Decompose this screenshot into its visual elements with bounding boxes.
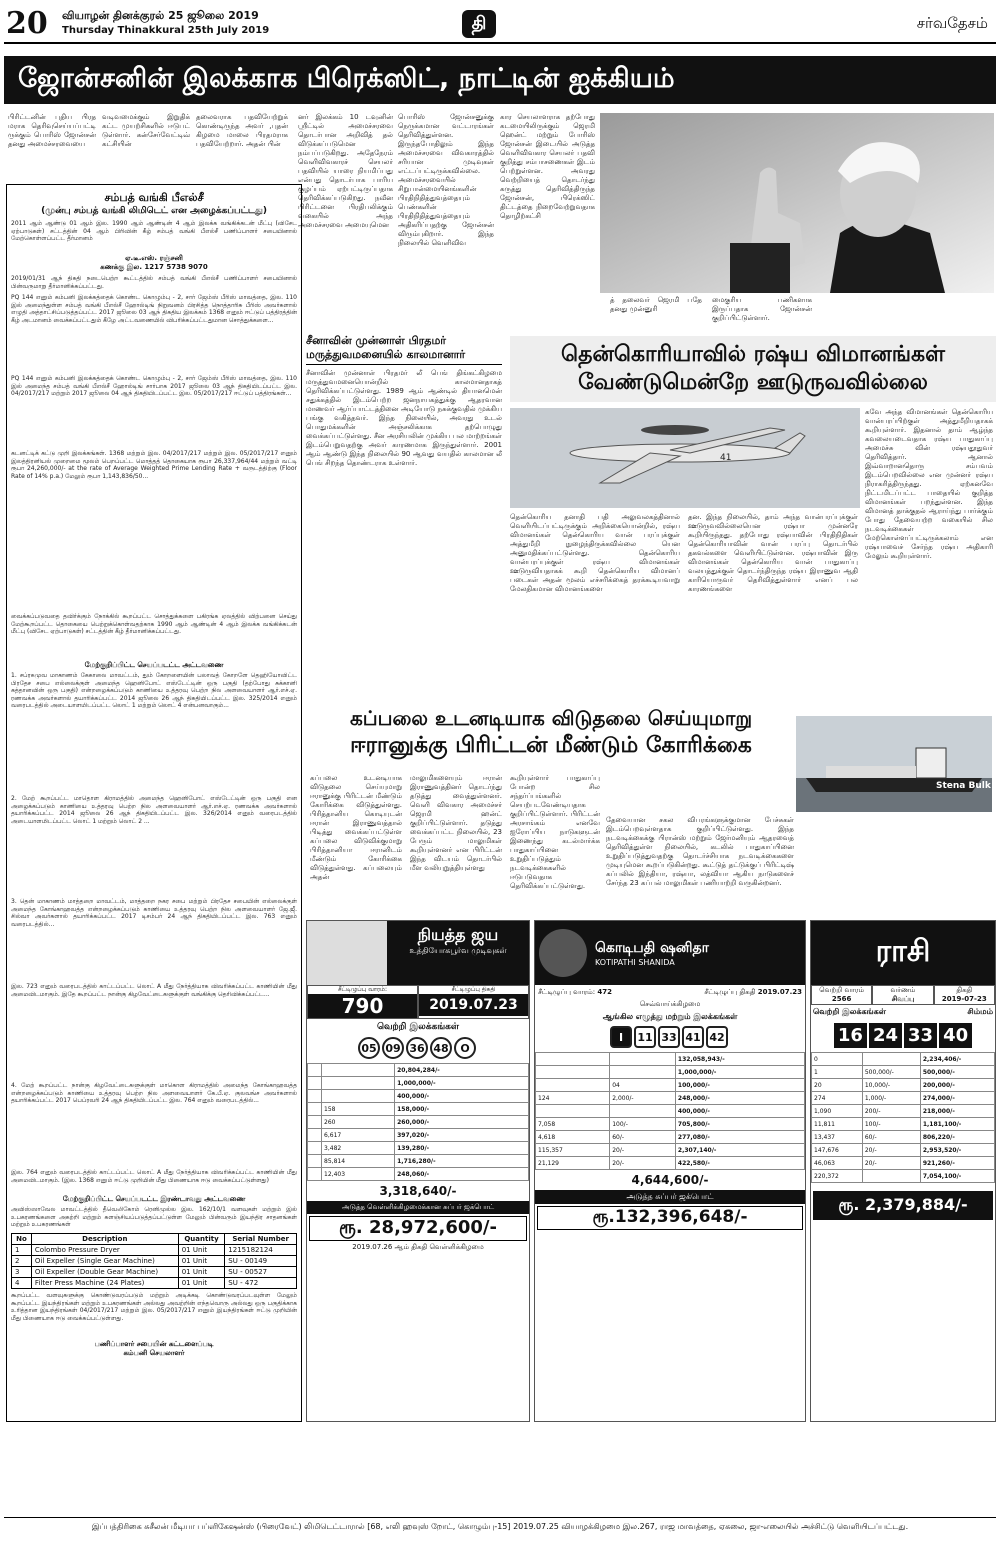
prize-amount: 422,580/- bbox=[675, 1157, 804, 1170]
niyatha-draw-label: சீட்டிழுப்பு வாரம்: bbox=[338, 986, 387, 993]
rasi-prize-table bbox=[811, 1052, 995, 1183]
schedule-1-body-6: இல. 764 எனும் வரைபடத்தில் காட்டப்பட்ட லொட் A மீது நேர்த்தியாக விவரிக்கப்பட்ட காணியின் மீது அமைவிடமாகும். (இல. 1368 எனும் ஈட்டு முறியின் மீது பிணையாக ஈடு வைக்கப்பட்டுள்ளது) bbox=[11, 1169, 297, 1184]
table-cell: Oil Expeller (Double Gear Machine) bbox=[31, 1267, 178, 1278]
winning-letter: O bbox=[454, 1037, 476, 1059]
prize-count: 6,617 bbox=[322, 1129, 395, 1142]
johnson-photo-illustration bbox=[600, 113, 994, 293]
footer-imprint: இப்பத்திரிகை சுசீலன் மீடியா பப்ளிகேஷன்ஸ் (பிரைவேட்) லிமிடெட்டாரால் [68, எலி ஹவுஸ் றோட், கொழும்பு-15] 2019.07.25 வியாழக்கிழமை இல.267, ராஜ மாவத்தை, ஏகலை, ஜா-எலையில் அச்சிட்டு வெளியிடப்பட்டது. bbox=[91, 1522, 909, 1531]
niyatha-total: 3,318,640/- bbox=[379, 1184, 457, 1198]
header-date-english: Thursday Thinakkural 25th July 2019 bbox=[62, 25, 270, 36]
stena-col-1: கப்பலை உடனடியாக விடுதலை செய்யுமாறு ஈரானுக்கு பிரிட்டன் மீண்டும் கோரிக்கை விடுத்துள்ளது. பிரித்தானிய கொடியுடன் ஈரான் இராணுவத்தால் பிடித்து வைக்கப்பட்டுள்ள கப்பலை விடுவிக்குமாறு பிரித்தானியா ஈரானிடம் மீண்டும் கோரிக்கை விடுத்துள்ளது. கப்பலையும் அதன் bbox=[310, 774, 402, 881]
lottery-ad-niyatha bbox=[306, 920, 530, 1422]
prize-unit: 60/- bbox=[862, 1131, 920, 1144]
notice-subtitle: (முன்பு சம்பத் வங்கி லிமிடெட் என அழைக்கப்பட்டது) bbox=[41, 206, 267, 216]
notice-body-2: PQ 144 எனும் கம்பனி இலக்கத்தைக் கொண்ட கொழும்பு - 2, சார் ஜேம்ஸ் பீரிஸ் மாவத்தை, இல. 110 இல் அமைந்துள்ள சம்பத் வங்கி பீஎல்சீ ஹோல்டிங் நிறுவனம் பிரசித்த நொத்தாரிசு பீரிஸ் அவர்களால் எழுதி அத்தாட்சிப்படுத்தப்பட்ட 2017 ஜூலை 03 ஆந் திகதிய இலக்கம் 1368 எனும் ஈட்டுப் பத்திரத்தின் கீழ் அடமானம் வைக்கப்பட்டதும் கீழே அட்டவணையில் விபரிக்கப்பட்டதுமான சொத்துக்களை... bbox=[11, 294, 297, 324]
lottery-ad-rasi bbox=[810, 920, 996, 1422]
prize-amount: 397,020/- bbox=[395, 1129, 529, 1142]
niyatha-next-label: அடுத்த வெள்ளிக்கிழமைக்கான சுப்பர் ஜக்பொட் bbox=[307, 1201, 529, 1214]
rasi-colour-label: வர்ணம் bbox=[890, 986, 916, 994]
korea-col-1: தென்கொரிய தனாதி பதி அலுவலகத்தினால் வெளியிடப்பட்டிருக்கும் அறிக்கையொன்றில், ரஷ்ய விமானங்கள் தென்கொரிய வான் பரப்புக்குள் அத்துமீறி நுழைந்திருக்கவில்லை யென அனுமதிக்கப்பட்டுள்ளது. தென்கொரிய வான்பரப்புக்குள் ரஷ்ய விமானங்கள் ஊடுருவியதாகக் கூறி தென்கொரிய விமானப் படைகள் அதன் மூலம் எச்சரிக்கைத் தரக்கூடியவாறு மேலதிகமான விமானங்களை bbox=[510, 513, 680, 593]
niyatha-date: 2019.07.23 bbox=[419, 994, 528, 1016]
prize-unit: 10,000/- bbox=[862, 1079, 920, 1092]
prize-count: 11,811 bbox=[812, 1118, 863, 1131]
winning-number: 42 bbox=[706, 1026, 728, 1048]
korea-headline-line2: வேண்டுமென்றே ஊடுருவவில்லை bbox=[578, 370, 928, 395]
prize-total-count: 220,372 bbox=[812, 1170, 863, 1183]
prize-amount: 132,058,943/- bbox=[675, 1053, 804, 1066]
ship-photo bbox=[796, 716, 992, 812]
plane-number: 41 bbox=[720, 453, 732, 463]
prize-count bbox=[322, 1090, 395, 1103]
table-cell: 01 Unit bbox=[178, 1245, 225, 1256]
prize-row bbox=[536, 1053, 805, 1066]
prize-count: 260 bbox=[322, 1116, 395, 1129]
schedule-1-body-2: 2. மேற் கூறப்பட்ட மாதொள கிராமத்தில் அமைந்த ஹெனிபோட் எஸ்டேட்டின் ஒரு பகுதி என அழைக்கப்படும் காணியை உத்தரவு பெற்ற நில அளவையாளர் ஆர்.எச்.ஏ. ரணவக்க அவர்களால் தயாரிக்கப்பட்ட 2014 ஜூலை 26 ஆந் திகதியிடப்பட்ட இல. 326/2014 எனும் வரைபடத்தில் அடையாளமிடப்பட்ட லொட் 1 மற்றும் லொட் 2 ... bbox=[11, 795, 297, 825]
stena-col-right: தேவையான சகல விபரங்களுக்குமான பேச்சுகள் இடம்பெறவுள்ளதாக குறிப்பிட்டுள்ளது. இந்த நடவடிக்கைக்கு பிரான்ஸ் மற்றும் ஜேர்மனியும் ஆதரவைத் தெரிவித்துள்ள நிலையில், கடலில் பாதுகாப்பினை உறுதிப்படுத்துவதற்கு தொடர்ச்சியாக நடவடிக்கைகளை முடியுமென கூறப்படுகின்றது. கூட்டுத் தட்டுக்குப் பிரிட்டிஷ் கப்பலில் இந்தியா, ரஷ்யா, லத்வியா ஆகிய நாடுகளைச் சேர்ந்த 23 கப்பல் மாலுமிகள் பணியாற்றி வருகின்றனர். bbox=[606, 816, 794, 887]
notice-signature-1: பணிப்பாளர் சபையின் கட்டளைப்படி bbox=[94, 1340, 214, 1348]
notice-title: சம்பத் வங்கி பீஎல்சீ bbox=[104, 191, 204, 204]
prize-count: 147,676 bbox=[812, 1144, 863, 1157]
prize-unit: 200/- bbox=[862, 1105, 920, 1118]
prize-amount: 158,000/- bbox=[395, 1103, 529, 1116]
photo-caption-a: த் தலைவர் ஜெரமி பதே தனது முன்னுரி bbox=[610, 296, 702, 313]
notice-body-3: PQ 144 எனும் கம்பனி இலக்கத்தைக் கொண்ட கொழும்பு - 2, சார் ஜேம்ஸ் பீரிஸ் மாவத்தை, இல. 110 இல் அமைந்த சம்பத் வங்கி பீஎல்சீ ஹோல்டிங் சார்பாக 2017 ஜூலை 03 ஆந் திகதியிடப்பட்ட இல. 04/2017/217 மற்றும் 2017 ஜூலை 04 ஆந் திகதியிடப்பட்ட இல. 05/2017/217 ஈட்டுப் பத்திரங்கள்... bbox=[11, 375, 297, 397]
kotipathi-logo bbox=[539, 929, 587, 977]
prize-unit: 2,000/- bbox=[610, 1092, 676, 1105]
prize-row bbox=[308, 1103, 529, 1116]
winning-number: 16 bbox=[834, 1023, 867, 1048]
korea-col-right: கவே அந்த விமானங்கள் தென்கொரிய வான்பரப்பிற்குள் அத்துமீறியதாகக் கூறியுள்ளார். இதனால் தாம் ஆழ்ந்த கவலையடைவதாக ரஷ்ய பாதுகாப்பு அமைச்சு வின் ரஷ்யதூதுவர் தெரிவித்தார். ஆனால் இவ்வாறானதொரு சம்பவம் இடம்பெறவில்லை என முன்னர் ரஷ்ய நிராகரித்திருந்தது. ஏற்கனவே நிட்டமிடப்பட்ட பாதையில் குறித்த விமானங்கள் பறந்துள்ளன. இந்த விமானத் தாக்குதல் ஆராய்ந்து பார்க்கும் போது தேவையற்ற வகையில் சில நடவடிக்கைகள் மேற்கொள்ளப்பட்டிருக்கலாம் என ரஷ்யாவைச் சேர்ந்த ரஷ்ய அதிகாரி மேலும் கூறியுள்ளார். bbox=[865, 408, 993, 560]
prize-row bbox=[536, 1105, 805, 1118]
ship-label: Stena Bulk bbox=[936, 781, 991, 791]
kotipathi-draw-number: 472 bbox=[597, 988, 612, 996]
newspaper-logo: தி bbox=[462, 10, 496, 38]
notice-signature-2: கம்பனி செயலாளர் bbox=[123, 1349, 185, 1357]
prize-count: 124 bbox=[536, 1092, 610, 1105]
rasi-date: 2019-07-23 bbox=[941, 995, 987, 1003]
rasi-draw-number: 2566 bbox=[831, 995, 852, 1003]
table-cell: Filter Press Machine (24 Plates) bbox=[31, 1278, 178, 1289]
winning-number: 05 bbox=[358, 1037, 380, 1059]
prize-row bbox=[812, 1092, 995, 1105]
schedule-1-body-3: 3. தென் மாகாணம் மாத்தறை மாவட்டம், மாத்தறை நகர சபை மற்றும் பிரதேச சபையின் எல்லைக்குள் அமைந்த கோங்காஹவத்த என்றழைக்கப்படும் காணியை உத்தரவு பெற்ற நில அளவையாளர் ஜே.ஜீ. சில்வா அவர்களால் தயாரிக்கப்பட்ட 2017 டிசம்பர் 24 ஆந் திகதியிடப்பட்ட இல. 763 எனும் வரைபடத்தில்... bbox=[11, 898, 297, 928]
prize-amount: 400,000/- bbox=[395, 1090, 529, 1103]
schedule-1-body-5: 4. மேற் கூறப்பட்ட நான்கு கிழவேட்டைகளுக்குள் மாகொள கிராமத்தில் அமைந்த கோங்காஹவத்த என்றழைக்கப்படும் காணியை உத்தரவு பெற்ற நில அளவையாளர் கே.பீ.ஏ. குலவங்ச அவர்களால் தயாரிக்கப்பட்ட 2017 பெப்ரவரி 24 ஆந் திகதியிடப்பட்ட இல. 764 எனும் வரைபடத்தில்... bbox=[11, 1082, 297, 1104]
kotipathi-title: கொடிபதி ஷனிதா bbox=[595, 939, 709, 956]
prize-count bbox=[322, 1077, 395, 1090]
plane-illustration bbox=[510, 408, 860, 508]
kotipathi-next-label: அடுத்த சுப்பர் ஜக்பொட் bbox=[535, 1190, 805, 1204]
stena-col-2: மாலுமிகளையும் ஈரான் இராணுவத்தினர் தொடர்ந்து தடுத்து வைத்துள்ளனர். வெளி விவகார அமைச்சர் ஜெரமி ஹன்ட் குறிப்பிட்டுள்ளார். தடுத்து வைக்கப்பட்ட நிலையில், 23 பேரும் மாலுமிகள் கூறியுள்ளனர் என பிரிட்டன் இந்த விடயம் தொடர்பில் மீள வலியுறுத்தியுள்ளது bbox=[410, 774, 502, 872]
prize-row bbox=[536, 1157, 805, 1170]
prize-amount: 500,000/- bbox=[920, 1066, 994, 1079]
prize-row bbox=[812, 1131, 995, 1144]
rasi-draw-label: வெற்றி வாரம் bbox=[819, 986, 865, 994]
kotipathi-draw-label: சீட்டிழுப்பு வாரம்: bbox=[538, 988, 596, 996]
table-cell: Oil Expeller (Single Gear Machine) bbox=[31, 1256, 178, 1267]
prize-row bbox=[308, 1155, 529, 1168]
prize-row bbox=[812, 1118, 995, 1131]
winning-number: 33 bbox=[658, 1026, 680, 1048]
table-header-no: No bbox=[12, 1234, 32, 1245]
prize-row bbox=[536, 1079, 805, 1092]
prize-amount: 274,000/- bbox=[920, 1092, 994, 1105]
prize-amount: 139,280/- bbox=[395, 1142, 529, 1155]
prize-row bbox=[308, 1129, 529, 1142]
korea-col-2: தன. இந்த நிலையில், தாம் அந்த வான்பரப்புக்குள் ஊடுருவவில்லையென ரஷ்யா முன்னரே கூறியிருந்தது. தற்போது ரஷ்யாவின் பிரதிநிதிகள் தென்கொரியாவின் வான் பரப்பு தொடர்பில் தகவல்களை வெளியிட்டுள்ளன. ரஷ்யாவின் இரு விமானங்கள் தென்கொரிய வான் பாதுகாப்பு வலயத்துக்குள் தொடர்ந்திருந்த ரஷ்ய இராணுவ ஆதி காரியொருவர் தெரிவித்துள்ளார் எனப் பல காரணங்களை bbox=[688, 513, 858, 593]
prize-amount: 1,000,000/- bbox=[395, 1077, 529, 1090]
kotipathi-date: 2019.07.23 bbox=[757, 988, 802, 996]
footer-divider bbox=[4, 1517, 996, 1518]
prize-row bbox=[812, 1157, 995, 1170]
kotipathi-jackpot: ரூ.132,396,648/- bbox=[537, 1206, 803, 1230]
china-article bbox=[306, 334, 502, 634]
table-cell: 1 bbox=[12, 1245, 32, 1256]
notice-body-5: வைக்கப்படுவதை தவிர்க்கும் நோக்கில் கூறப்பட்ட சொத்துக்களை பகிரங்க ஏலத்தில் விற்பனை செய்து மேற்கூறப்பட்ட தொகையை பெற்றுக்கொள்வதற்காக 1990 ஆம் ஆண்டின் 4 ஆம் இலக்க வங்கிக்கடன் மீட்பு (விசேட ஏற்பாடுகள்) சட்டத்தின் கீழ் தீர்மானிக்கப்பட்டது. bbox=[11, 613, 297, 635]
notice-body-1: 2019/01/31 ஆந் திகதி நடைபெற்ற கூட்டத்தில் சம்பத் வங்கி பீஎல்சீ பணிப்பாளர் சபையினால் பின்வருமாறு தீர்மானிக்கப்பட்டது. bbox=[11, 275, 297, 290]
equipment-table bbox=[11, 1233, 297, 1289]
niyatha-draw-number: 790 bbox=[308, 994, 417, 1018]
main-headline: ஜோன்சனின் இலக்காக பிரெக்ஸிட், நாட்டின் ஐக்கியம் bbox=[4, 56, 996, 104]
table-cell: SU - 472 bbox=[225, 1278, 297, 1289]
prize-amount: 200,000/- bbox=[920, 1079, 994, 1092]
prize-count: 274 bbox=[812, 1092, 863, 1105]
table-cell: 1215182124 bbox=[225, 1245, 297, 1256]
prize-amount: 2,953,520/- bbox=[920, 1144, 994, 1157]
prize-count: 158 bbox=[322, 1103, 395, 1116]
prize-amount: 2,307,140/- bbox=[675, 1144, 804, 1157]
table-row bbox=[12, 1267, 297, 1278]
notice-footer-text: கூறப்பட்ட வளவுகளுக்கு கொண்டுவரப்படும் மற்றும் அடிக்கடி கொண்டுவரப்படவுள்ள மேலும் கூறப்பட்ட இயந்திரங்கள் மற்றும் உபகரணங்கள் அல்லது அவற்றின் எந்தவொரு அல்லது ஒரு பகுதிக்காக உரித்தான இயந்திரங்கள் 04/2017/217 மற்றும் இல. 05/2017/217 எனும் இயந்திரங்கள் ஈட்டு முறியின் மீது பிணையாக ஈடு வைக்கப்பட்டுள்ளது. bbox=[11, 1292, 297, 1322]
prize-amount: 248,060/- bbox=[395, 1168, 529, 1181]
prize-unit: 20/- bbox=[862, 1144, 920, 1157]
prize-row bbox=[536, 1092, 805, 1105]
prize-amount: 921,260/- bbox=[920, 1157, 994, 1170]
prize-count: 0 bbox=[812, 1053, 863, 1066]
prize-unit: 100/- bbox=[610, 1118, 676, 1131]
china-body: சீனாவின் முன்னாள் பிரதமர் லீ பெங் திங்கட்கிழமை மருத்துவமனையொன்றில் காலமானதாகத் தெரிவிக்கப்பட்டுள்ளது. 1989 ஆம் ஆண்டில் தியானமென் சதுக்கத்தில் இடம்பெற்ற ஜனநாயகத்துக்கு ஆதரவான மாணவர் ஆர்ப்பாட்டத்தினை அடியோடு நசுக்குவதில் முக்கிய பங்கு வகித்தவர். இந்த நிலையில், அவரது உடல் பொதுமக்களின் அஞ்சலிக்காக தற்பொழுது வைக்கப்பட்டுள்ளது. சீன அரசியலின் முக்கிய பல மாற்றங்கள் இடம்பெறுவதற்கு அவர் காரணமாக இருந்துள்ளார். 2001 ஆம் ஆண்டு இந்த நிலையில் 90 ஆவது வயதில் காலமான லீ பெங் சிறந்த தொண்டராக உள்ளார். bbox=[306, 369, 502, 467]
prize-amount: 20,804,284/- bbox=[395, 1064, 529, 1077]
brexit-col-6: கார செயலாளராக தற்போது கடமையிலிருக்கும் ஜெரமி ஹென்ட் மற்றும் போரிஸ் ஜோன்சன் இடையில் அடுத்த வெளிவிவகார செயலர் பதவி குறித்து சம்பாசணைகள் இடம் பெற்றுள்ளன. அவரது வெற்றியைத் தொடர்ந்து கருத்து தெரிவித்திருந்த ஜோன்சன், பிரெக்ஸிட் திட்டத்தை நிறைவேற்றுவதாக தொழிற்கட்சி bbox=[500, 113, 595, 220]
table-cell: SU - 00149 bbox=[225, 1256, 297, 1267]
prize-row bbox=[536, 1144, 805, 1157]
winning-number: 24 bbox=[869, 1023, 902, 1048]
rasi-colour: சிவப்பு bbox=[891, 995, 915, 1003]
table-cell: 3 bbox=[12, 1267, 32, 1278]
johnson-photo bbox=[600, 113, 994, 293]
winning-number: 48 bbox=[430, 1037, 452, 1059]
table-cell: SU - 00527 bbox=[225, 1267, 297, 1278]
schedule-1-body-1: 1. சப்ரகமுவ மாகாணம் கேகாலை மாவட்டம், தும் கோறளையின் பலாவத் கோறளே தெஹியோவிட்ட பிரதேச சபை எல்லைக்குள் அமைந்த ஹெனிபோட் எஸ்டேட்டின் ஒரு பகுதி (தற்போது சுக்கானி கத்தானவின் ஒரு பகுதி) என்றழைக்கப்படும் காணியை உத்தரவு பெற்ற நில அளவையாளர் ஆர்.எச்.ஏ. ரணவக்க அவர்களால் தயாரிக்கப்பட்ட 2014 ஜூலை 26 ஆந் திகதியிடப்பட்ட இல. 325/2014 எனும் வரைபடத்தில் அடையாளமிடப்பட்ட லொட் 1 மற்றும் லொட் 4 என்பனவாகும்... bbox=[11, 672, 297, 709]
prize-row bbox=[812, 1105, 995, 1118]
prize-amount: 100,000/- bbox=[675, 1079, 804, 1092]
niyatha-title: நியத்த ஜய bbox=[417, 925, 499, 944]
winning-number: 33 bbox=[904, 1023, 937, 1048]
kotipathi-date-label: சீட்டிழுப்பு திகதி bbox=[704, 988, 756, 996]
prize-unit: 100/- bbox=[862, 1118, 920, 1131]
prize-amount: 260,000/- bbox=[395, 1116, 529, 1129]
prize-row bbox=[308, 1168, 529, 1181]
rasi-win-label: வெற்றி இலக்கங்கள் bbox=[813, 1007, 886, 1016]
kotipathi-total: 4,644,600/- bbox=[631, 1173, 709, 1187]
prize-count: 85,814 bbox=[322, 1155, 395, 1168]
rasi-date-label: திகதி bbox=[956, 986, 973, 994]
prize-count: 21,129 bbox=[536, 1157, 610, 1170]
prize-count bbox=[322, 1064, 395, 1077]
prize-row bbox=[812, 1079, 995, 1092]
prize-unit: 1,000/- bbox=[862, 1092, 920, 1105]
prize-amount: 705,800/- bbox=[675, 1118, 804, 1131]
prize-amount: 1,000,000/- bbox=[675, 1066, 804, 1079]
prize-count: 115,357 bbox=[536, 1144, 610, 1157]
winning-number: 40 bbox=[939, 1023, 972, 1048]
prize-amount: 248,000/- bbox=[675, 1092, 804, 1105]
prize-row bbox=[308, 1090, 529, 1103]
prize-unit: 500,000/- bbox=[862, 1066, 920, 1079]
kotipathi-prize-table bbox=[535, 1052, 805, 1170]
prize-amount: 277,080/- bbox=[675, 1131, 804, 1144]
prize-row bbox=[536, 1066, 805, 1079]
prize-count: 1 bbox=[812, 1066, 863, 1079]
prize-amount: 400,000/- bbox=[675, 1105, 804, 1118]
stena-headline-box bbox=[306, 702, 796, 770]
brexit-col-1: பிரிட்டனின் புதிய பிரத மராக தெரிவுசெய்யப்பட்டி ருக்கும் பொரிஸ் ஜோன்சன் தனது அமைச்சரவையை bbox=[8, 113, 96, 148]
niyatha-win-label: வெற்றி இலக்கங்கள் bbox=[376, 1022, 460, 1032]
page-number: 20 bbox=[6, 6, 48, 41]
table-row bbox=[12, 1256, 297, 1267]
prize-row bbox=[812, 1144, 995, 1157]
prize-amount: 1,181,100/- bbox=[920, 1118, 994, 1131]
prize-row bbox=[536, 1118, 805, 1131]
notice-account-no: கணக்கு இல. 1217 5738 9070 bbox=[100, 263, 208, 271]
prize-row bbox=[308, 1064, 529, 1077]
plane-photo bbox=[510, 408, 860, 508]
notice-body-4: கடனட்டிக் கட்டு முறி இலக்கங்கள். 1368 மற்றும் இல. 04/2017/217 மற்றும் இல. 05/2017/217 எனும் இலத்திரனியல் முறைமை மூலம் பெறப்பட்ட மொத்தத் தொகையாக ரூபா 26,337,964/44 மற்றும் வட்டி ரூபா 24,260,000/- at the rate of Average Weighted Prime Lending Rate + வருடத்திற்கு (Floor Rate of 14% p.a.) மேலும் ரூபா 1,143,836/50... bbox=[11, 450, 297, 480]
prize-count: 4,618 bbox=[536, 1131, 610, 1144]
winning-number: 11 bbox=[634, 1026, 656, 1048]
schedule-1-title: மேற்குறிப்பிட்ட செயப்படட்ட அட்டவணை bbox=[84, 661, 224, 669]
prize-count: 46,063 bbox=[812, 1157, 863, 1170]
brexit-col-3: தலைவராக பதவியேற்றுக் கொண்டிருந்த அவர் ,புதன் கிழமை மாலை பிரதமராக பதவியேற்றார். அதன் பின் bbox=[196, 113, 288, 148]
winning-number: 41 bbox=[682, 1026, 704, 1048]
table-cell: 01 Unit bbox=[178, 1267, 225, 1278]
prize-row bbox=[536, 1131, 805, 1144]
table-header-description: Description bbox=[31, 1234, 178, 1245]
prize-count: 12,403 bbox=[322, 1168, 395, 1181]
schedule-2-body: அவிஸ்ஸாவேல மாவட்டத்தில் தீவெலிகோம் ரெனிமுல்ல இல. 162/10/1 வளவுகள் மற்றும் இல் உபகரணங்களை அகற்றி மற்றும் களஞ்சியப்படுத்தப்பட்டுள்ள மேலும் பின்வரும் இயந்திர சாதனங்கள் மற்றும் உபகரணங்கள் bbox=[11, 1206, 297, 1228]
niyatha-prize-table bbox=[307, 1063, 529, 1181]
niyatha-subtitle: உத்தியோகபூர்வ முடிவுகள் bbox=[409, 946, 507, 955]
table-header-serial: Serial Number bbox=[225, 1234, 297, 1245]
prize-row bbox=[308, 1116, 529, 1129]
brexit-col-5: பொரிஸ் ஜோன்சனுக்கு நெருக்கமான வட்டாரங்கள் தெரிவித்துள்ளன. இருந்தபோதிலும் இந்த அமைச்சரவை விவகாரத்தில் சரியான முடிவுகள் எட்டப்பட்டிருக்கவில்லை. அமைச்சரவையில் சிறுபான்மையினங்களின் பிரதிநிதித்துவத்தையும் பெண்களின் பிரதிநிதித்துவத்தையும் அதிகரிப்பதற்கு ஜோன்சன் விரும்புகிறார். இந்த நிலையில் வெளிவிவ bbox=[398, 113, 494, 247]
rasi-jackpot: ரூ. 2,379,884/- bbox=[813, 1191, 993, 1220]
kotipathi-title-en: KOTIPATHI SHANIDA bbox=[595, 957, 675, 967]
table-row bbox=[12, 1278, 297, 1289]
korea-headline-line1: தென்கொரியாவில் ரஷ்ய விமானங்கள் bbox=[561, 342, 945, 367]
notice-intro: 2011 ஆம் ஆண்டு 01 ஆம் இல. 1990 ஆம் ஆண்டின் 4 ஆம் இலக்க வங்கிக்கடன் மீட்பு (விசேட ஏற்பாடுகள்) சட்டத்தின் 04 ஆம் பிரிவின் கீழ் சம்பத் வங்கி பீஎல்சீ பணிப்பாளர் சபையினால் மேற்கொள்ளப்பட்ட தீர்மானம் bbox=[11, 220, 297, 242]
prize-unit: 20/- bbox=[610, 1157, 676, 1170]
table-cell: 01 Unit bbox=[178, 1256, 225, 1267]
table-cell: 4 bbox=[12, 1278, 32, 1289]
table-cell: Colombo Pressure Dryer bbox=[31, 1245, 178, 1256]
prize-count: 7,058 bbox=[536, 1118, 610, 1131]
section-title: சர்வதேசம் bbox=[916, 14, 988, 32]
table-cell: 01 Unit bbox=[178, 1278, 225, 1289]
notice-account-name: ஏ.டீ.எஸ். ரஞ்சனி bbox=[125, 254, 183, 262]
prize-total-row bbox=[812, 1170, 995, 1183]
stena-headline-line2: ஈரானுக்கு பிரிட்டன் மீண்டும் கோரிக்கை bbox=[350, 733, 752, 758]
kotipathi-numbers-label: ஆங்கில எழுத்து மற்றும் இலக்கங்கள் bbox=[602, 1012, 738, 1021]
header-divider bbox=[4, 42, 996, 44]
ship-illustration bbox=[796, 716, 992, 812]
prize-unit: 20/- bbox=[862, 1157, 920, 1170]
prize-unit: 20/- bbox=[610, 1144, 676, 1157]
stena-col-3: கூறியுள்ளார் பாதுகாப்பு போன்ற சில சந்தர்ப்பங்களில் செயற்படவேண்டியதாக குறிப்பிட்டுள்ளார். பிரிட்டன் அரசாங்கம் எனவே ஐரோப்பிய நாடுகளுடன் இணைந்து கடல்மார்க்க பாதுகாப்பினை உறுதிப்படுத்தும் நடவடிக்கைகளில் ஈடுபடுவதாக தெரிவிக்கப்பட்டுள்ளது. bbox=[510, 774, 600, 890]
niyatha-next-draw: 2019.07.26 ஆம் திகதி வெள்ளிக்கிழமை bbox=[352, 1243, 484, 1251]
rasi-sign-label: சிம்மம் bbox=[967, 1007, 993, 1016]
kotipathi-day: செவ்வாய்க்கிழமை bbox=[639, 1000, 701, 1008]
prize-row bbox=[308, 1077, 529, 1090]
winning-number: 09 bbox=[382, 1037, 404, 1059]
prize-amount: 1,716,280/- bbox=[395, 1155, 529, 1168]
prize-total-amount: 7,054,100/- bbox=[920, 1170, 994, 1183]
prize-row bbox=[308, 1142, 529, 1155]
table-cell: 2 bbox=[12, 1256, 32, 1267]
photo-caption-b: மைகுரிய பணிகளாக இருப்பதாக ஜோன்சன் குறிப்பிட்டுள்ளார். bbox=[712, 296, 812, 322]
header-date-tamil: வியாழன் தினக்குரல் 25 ஜூலை 2019 bbox=[62, 9, 259, 22]
schedule-2-title: மேற்குறிப்பிட்ட செயப்படட்ட இரண்டாவது அட்டவணை bbox=[62, 1195, 246, 1203]
rasi-title: ராசி bbox=[875, 933, 931, 969]
brexit-col-2: வடிவமைக்கும் இறுதிக் கட்ட முயற்சிகளில் ஈடுபட் டுள்ளார். கன்சேர்வேட்டிவ் கட்சியின் bbox=[102, 113, 190, 148]
prize-amount: 806,220/- bbox=[920, 1131, 994, 1144]
china-headline: சீனாவின் முன்னாள் பிரதமர் மருத்துவமனையில் காலமானார் bbox=[306, 334, 502, 365]
table-row bbox=[12, 1245, 297, 1256]
niyatha-date-label: சீட்டிழுப்பு திகதி bbox=[451, 986, 496, 993]
prize-count: 3,482 bbox=[322, 1142, 395, 1155]
prize-row bbox=[812, 1066, 995, 1079]
prize-count: 20 bbox=[812, 1079, 863, 1092]
prize-count: 04 bbox=[610, 1079, 676, 1092]
prize-count: 13,437 bbox=[812, 1131, 863, 1144]
bank-notice bbox=[6, 184, 302, 1422]
winning-number: 36 bbox=[406, 1037, 428, 1059]
winning-letter: I bbox=[610, 1026, 632, 1048]
niyatha-jackpot: ரூ. 28,972,600/- bbox=[309, 1216, 527, 1241]
prize-unit: 60/- bbox=[610, 1131, 676, 1144]
prize-amount: 2,234,406/- bbox=[920, 1053, 994, 1066]
prize-amount: 218,000/- bbox=[920, 1105, 994, 1118]
korea-headline-box bbox=[510, 336, 996, 402]
prize-count: 1,090 bbox=[812, 1105, 863, 1118]
stena-headline-line1: கப்பலை உடனடியாக விடுதலை செய்யுமாறு bbox=[349, 706, 753, 730]
brexit-col-4: னர் இலக்கம் 10 டவுனின் ஸ்ரீட்டில் அமைச்சரவை தொடர்பான அறிவித் தல் விடுக்கப்படுமென நம்பப்படுகிறது. அதேநேரம் வெளிவிவகாரச் செயலர் பதவியில் யாரை நியமிப்பது என்பது தொடர்பாக பாரிய குழப்பம் ஏற்பட்டிருப்பதாக தெரிவிக்கப்படுகிறது. நவீன பிரிட்டனை பிரதிபலிக்கும் வகையில் அந்த அமைச்சரவை அமையுமென bbox=[298, 113, 393, 229]
table-header-quantity: Quantity bbox=[178, 1234, 225, 1245]
lottery-ad-kotipathi bbox=[534, 920, 806, 1422]
niyatha-logo bbox=[307, 921, 387, 985]
schedule-1-body-4: இல. 723 எனும் வரைபடத்தில் காட்டப்பட்ட லொட் A மீது நேர்த்தியாக விவரிக்கப்பட்ட காணியின் மீது அமைவிடமாகும். இதே கூறப்பட்ட நான்கு கிழவேட்டைகளுக்குள் வங்கிக்கு தெரிவிக்கப்பட்ட... bbox=[11, 983, 297, 998]
prize-row bbox=[812, 1053, 995, 1066]
